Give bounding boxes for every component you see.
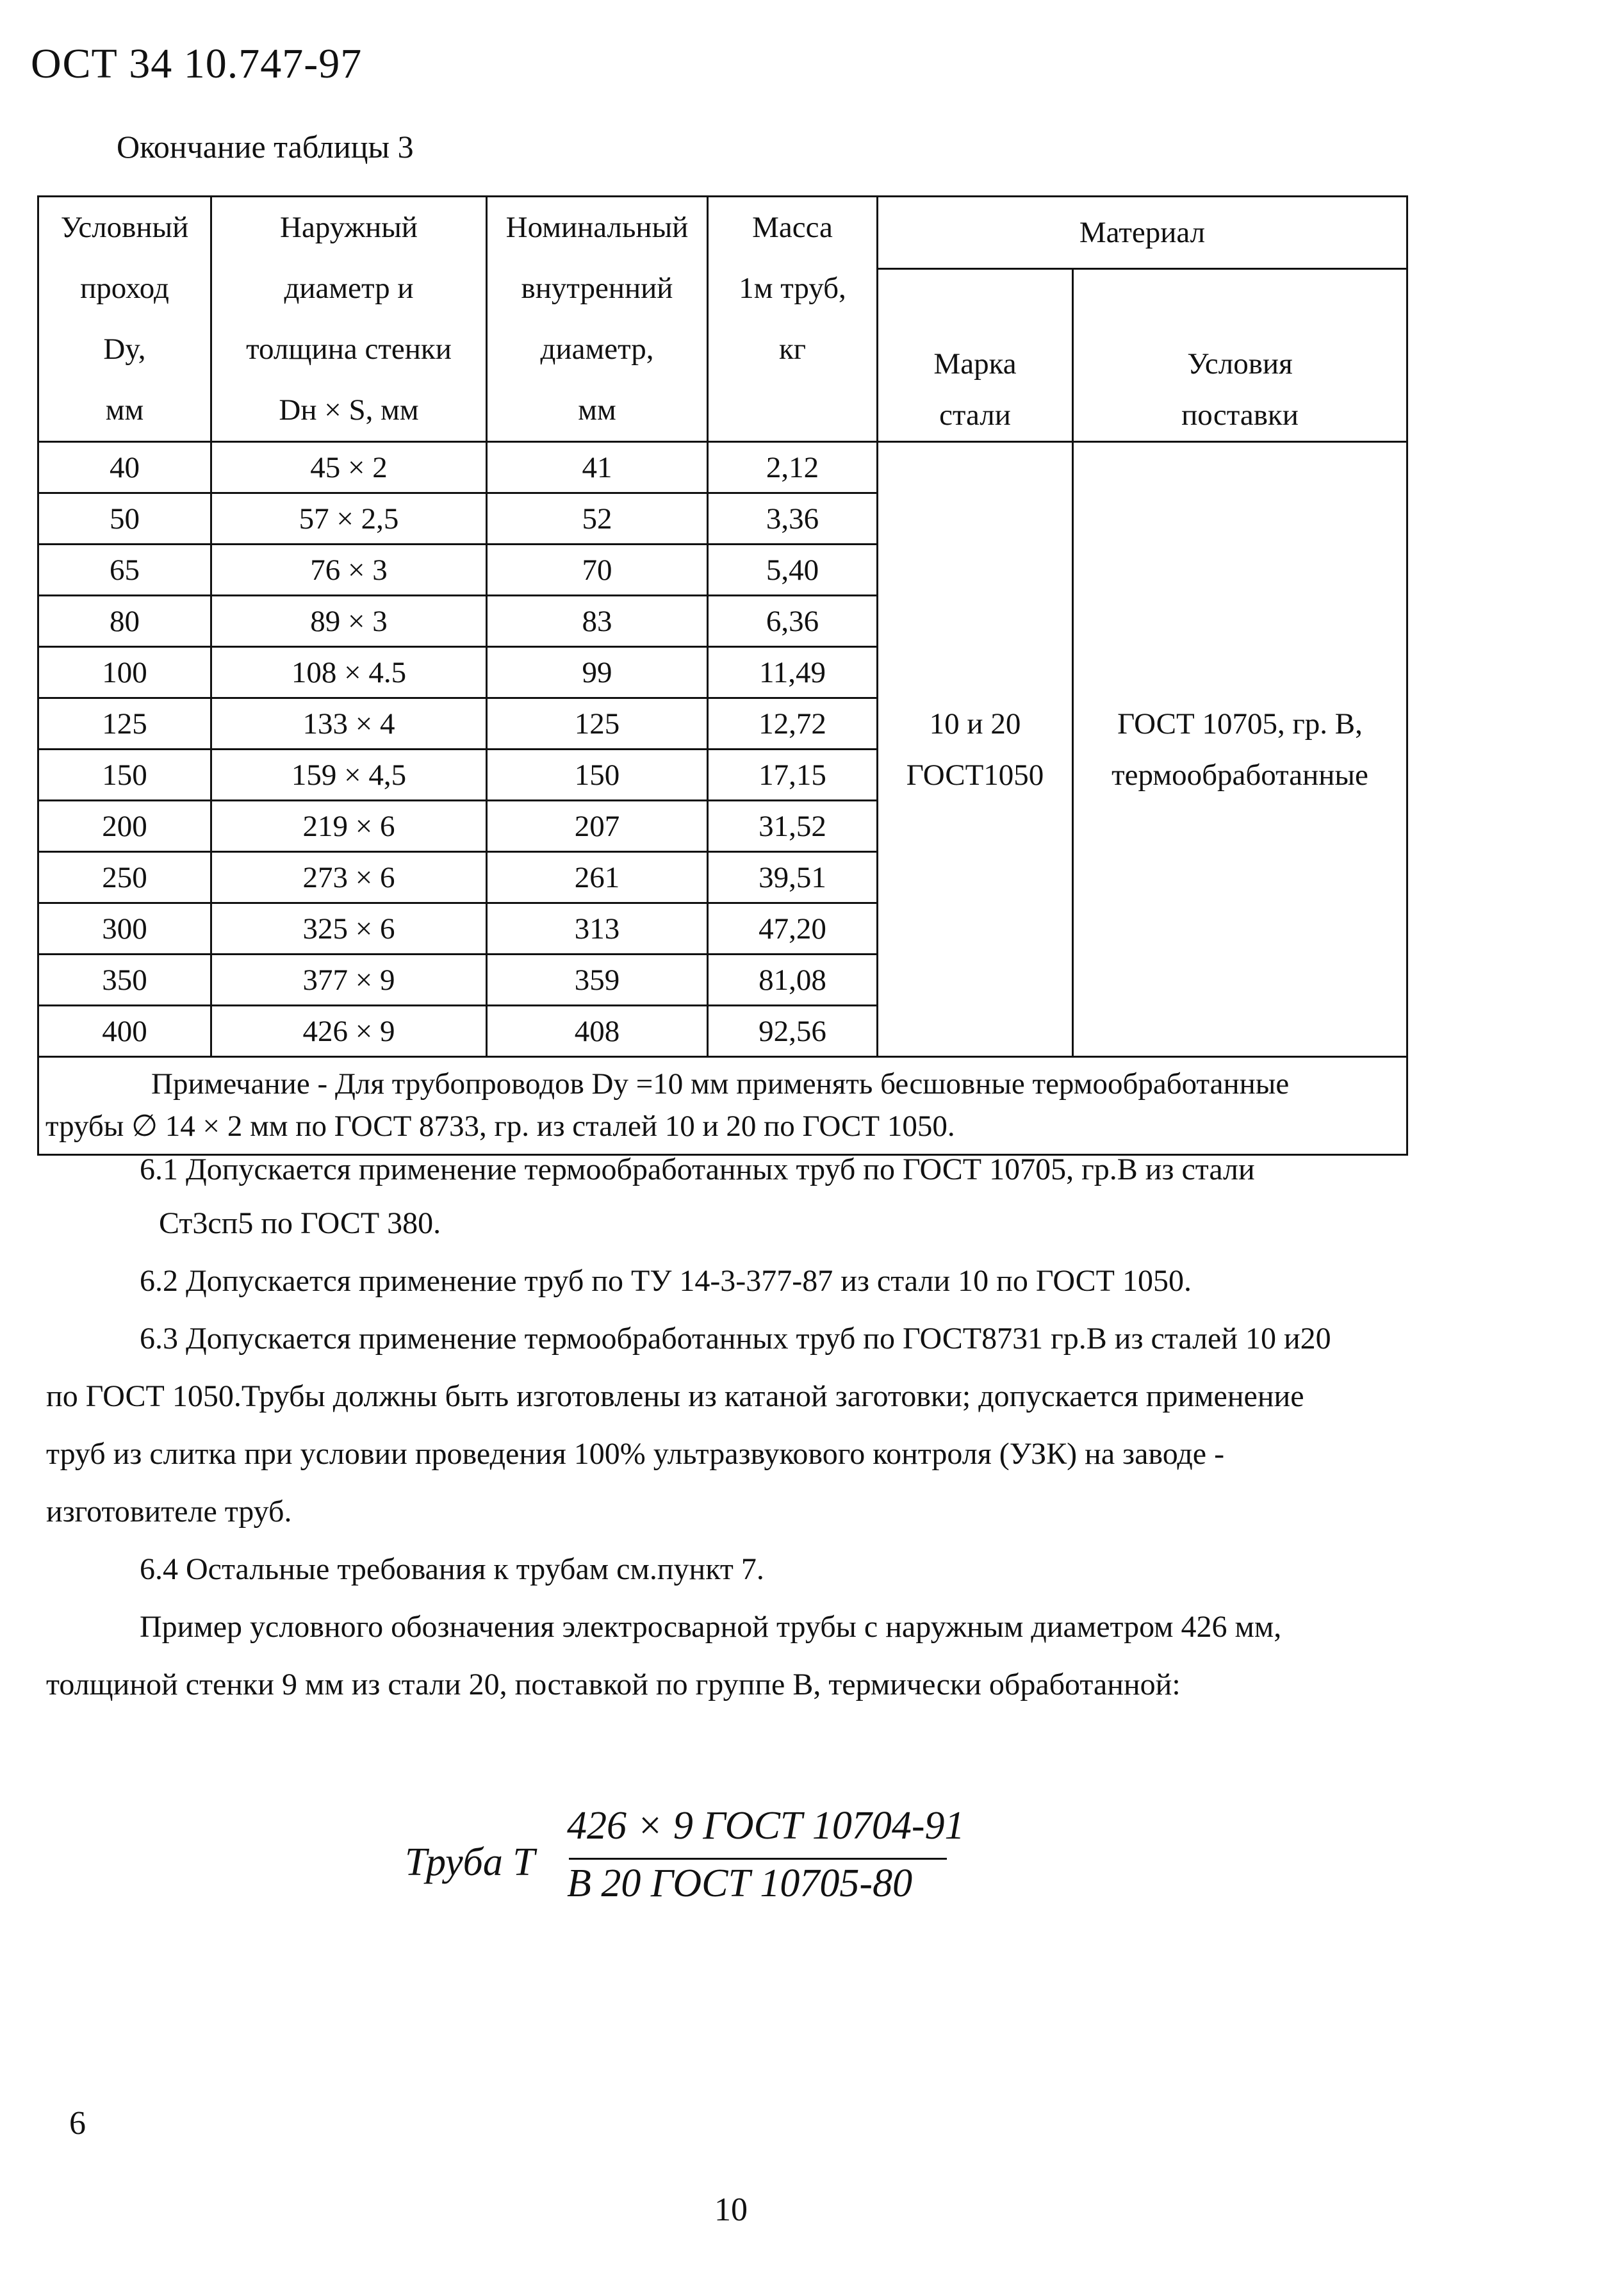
table-caption: Окончание таблицы 3 xyxy=(117,129,414,165)
cell-dn-s: 219 × 6 xyxy=(211,801,487,852)
cell-inner: 150 xyxy=(487,750,708,801)
cell-inner: 359 xyxy=(487,955,708,1006)
cell-dn-s: 76 × 3 xyxy=(211,545,487,596)
cell-dn-s: 325 × 6 xyxy=(211,903,487,955)
cell-dn-s: 133 × 4 xyxy=(211,698,487,750)
page-number-left: 6 xyxy=(69,2105,86,2142)
cell-dn-s: 377 × 9 xyxy=(211,955,487,1006)
cell-mass: 11,49 xyxy=(708,647,878,698)
cell-dy: 40 xyxy=(38,442,211,493)
cell-mass: 12,72 xyxy=(708,698,878,750)
cell-dn-s: 45 × 2 xyxy=(211,442,487,493)
cell-mass: 31,52 xyxy=(708,801,878,852)
table-row xyxy=(38,442,1407,493)
cell-dy: 200 xyxy=(38,801,211,852)
formula-denominator: В 20 ГОСТ 10705-80 xyxy=(567,1862,913,1905)
formula-fraction-line xyxy=(569,1858,947,1860)
cell-inner: 52 xyxy=(487,493,708,545)
cell-inner: 41 xyxy=(487,442,708,493)
formula-prefix: Труба Т xyxy=(405,1841,535,1884)
cell-dn-s: 57 × 2,5 xyxy=(211,493,487,545)
header-steel-grade: Марка стали xyxy=(878,269,1073,442)
cell-mass: 3,36 xyxy=(708,493,878,545)
cell-inner: 207 xyxy=(487,801,708,852)
document-code: ОСТ 34 10.747-97 xyxy=(31,40,363,87)
cell-inner: 313 xyxy=(487,903,708,955)
cell-mass: 81,08 xyxy=(708,955,878,1006)
header-supply-conditions: Условия поставки xyxy=(1073,269,1407,442)
cell-mass: 92,56 xyxy=(708,1006,878,1057)
cell-supply-conditions: ГОСТ 10705, гр. В, термообработанные xyxy=(1073,442,1407,1057)
cell-dn-s: 426 × 9 xyxy=(211,1006,487,1057)
header-inner-diameter: Номинальный внутренний диаметр, мм xyxy=(487,197,708,442)
page-number-center: 10 xyxy=(714,2192,748,2228)
cell-dy: 65 xyxy=(38,545,211,596)
cell-mass: 2,12 xyxy=(708,442,878,493)
pipe-spec-table xyxy=(37,195,1408,1156)
cell-dy: 350 xyxy=(38,955,211,1006)
cell-dy: 250 xyxy=(38,852,211,903)
cell-dn-s: 273 × 6 xyxy=(211,852,487,903)
cell-mass: 47,20 xyxy=(708,903,878,955)
header-nominal-pass: Условный проход Dy, мм xyxy=(38,197,211,442)
cell-inner: 83 xyxy=(487,596,708,647)
cell-dn-s: 89 × 3 xyxy=(211,596,487,647)
formula-numerator: 426 × 9 ГОСТ 10704-91 xyxy=(567,1804,965,1848)
cell-mass: 17,15 xyxy=(708,750,878,801)
cell-inner: 408 xyxy=(487,1006,708,1057)
cell-mass: 39,51 xyxy=(708,852,878,903)
cell-dy: 400 xyxy=(38,1006,211,1057)
cell-dy: 50 xyxy=(38,493,211,545)
cell-dy: 100 xyxy=(38,647,211,698)
cell-dy: 80 xyxy=(38,596,211,647)
cell-dn-s: 108 × 4.5 xyxy=(211,647,487,698)
cell-inner: 261 xyxy=(487,852,708,903)
cell-inner: 99 xyxy=(487,647,708,698)
cell-inner: 125 xyxy=(487,698,708,750)
cell-dy: 150 xyxy=(38,750,211,801)
header-outer-diameter: Наружный диаметр и толщина стенки Dн × S, мм xyxy=(211,197,487,442)
cell-dn-s: 159 × 4,5 xyxy=(211,750,487,801)
cell-inner: 70 xyxy=(487,545,708,596)
cell-mass: 5,40 xyxy=(708,545,878,596)
cell-steel-grade: 10 и 20 ГОСТ1050 xyxy=(878,442,1073,1057)
table-note: Примечание - Для трубопроводов Dy =10 мм применять бесшовные термообработанные трубы ∅ 14 × 2 мм по ГОСТ 8733, гр. из сталей 10 и 20 по ГОСТ 1050. xyxy=(38,1057,1407,1155)
header-material: Материал xyxy=(878,197,1407,269)
cell-dy: 125 xyxy=(38,698,211,750)
header-mass: Масса 1м труб, кг xyxy=(708,197,878,442)
cell-mass: 6,36 xyxy=(708,596,878,647)
cell-dy: 300 xyxy=(38,903,211,955)
